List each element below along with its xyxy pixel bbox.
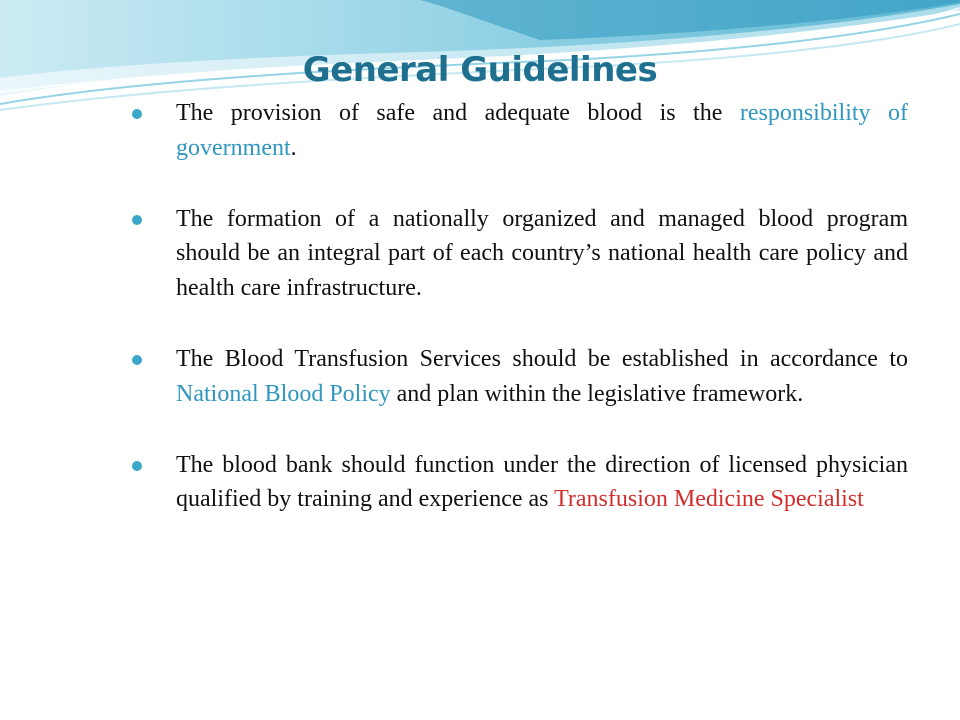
bullet-list [118,96,908,553]
highlight-text: Transfusion Medicine Specialist [554,486,864,513]
bullet-item [118,202,908,306]
bullet-text-tail: and plan within the legislative framework. [390,380,804,407]
bullet-item [118,342,908,412]
bullet-text: The formation of a nationally organized and managed blood program should be an integral part of each country’s national health care policy and health care infrastructure. [176,205,908,302]
bullet-dot-icon [132,109,142,119]
bullet-item [118,96,908,166]
bullet-text: The Blood Transfusion Services should be established in accordance to [176,345,908,372]
bullet-dot-icon [132,215,142,225]
bullet-text: The blood bank should function under the direction of licensed physician qualified by training and experience as [176,451,908,513]
bullet-dot-icon [132,461,142,471]
highlight-text: responsibility of government [176,100,908,161]
bullet-text: The provision of safe and adequate blood is the [176,100,740,126]
bullet-text-tail: . [290,134,297,161]
bullet-dot-icon [132,355,142,365]
highlight-text: National Blood Policy [176,380,391,407]
bullet-item [118,448,908,518]
slide-title: General Guidelines [302,50,658,90]
